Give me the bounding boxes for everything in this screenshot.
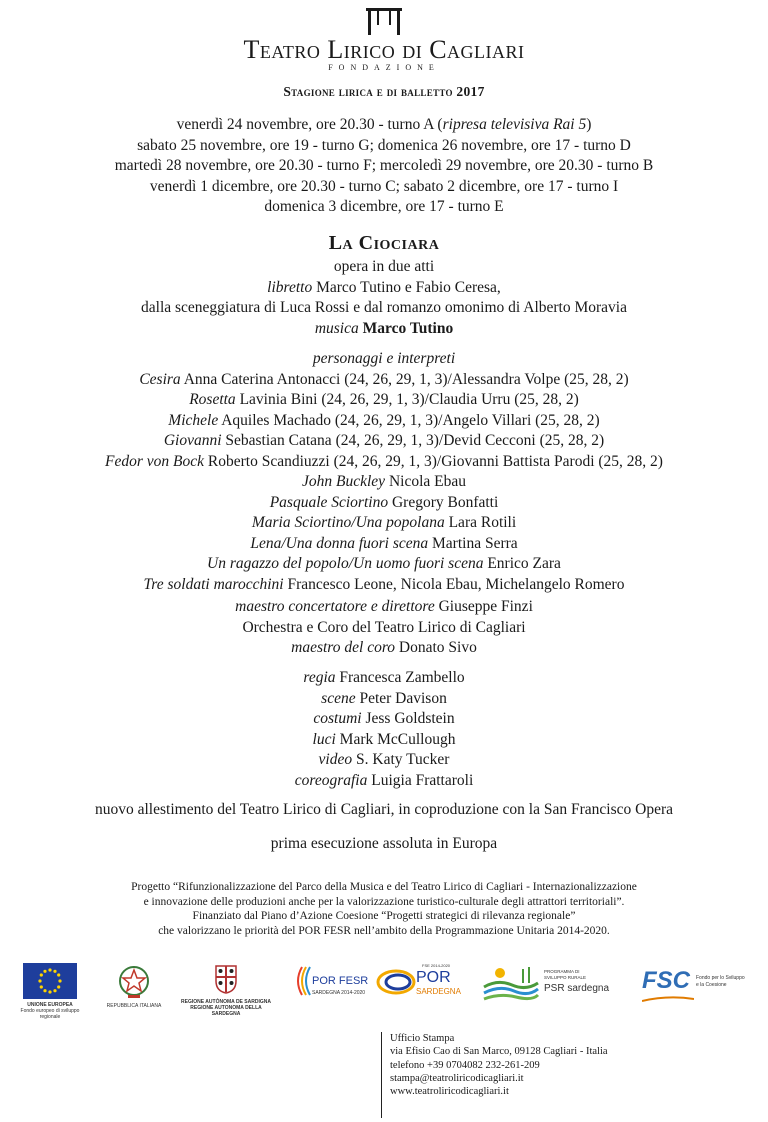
production-row: luci Mark McCullough <box>312 730 456 748</box>
eu-label: UNIONE EUROPEA <box>27 1002 73 1008</box>
press-office <box>381 1032 608 1118</box>
date-line-5: domenica 3 dicembre, ore 17 - turno E <box>264 198 504 215</box>
por-fesr-title: POR FESR <box>312 975 369 987</box>
production-row: coreografia Luigia Frattaroli <box>294 771 474 789</box>
musica-line: musica Marco Tutino <box>314 319 454 337</box>
italian-emblem-icon <box>117 963 151 1001</box>
libretto-line: libretto Marco Tutino e Fabio Ceresa, <box>267 278 501 296</box>
por-fesr-mark-icon <box>292 963 312 999</box>
cast-list <box>0 349 768 595</box>
tv-broadcast-note: ripresa televisiva Rai 5 <box>442 116 587 133</box>
production-row: costumi Jess Goldstein <box>313 710 455 727</box>
cast-row: Lena/Una donna fuori scena Martina Serra <box>250 534 518 552</box>
sardegna-logo <box>180 963 272 1017</box>
orchestra-line: Orchestra e Coro del Teatro Lirico di Cagliari <box>242 618 526 636</box>
cast-row: Cesira Anna Caterina Antonacci (24, 26, 29, 1, 3)/Alessandra Volpe (25, 28, 2) <box>139 370 629 388</box>
cast-row: Tre soldati marocchini Francesco Leone, Nicola Ebau, Michelangelo Romero <box>143 575 625 593</box>
fsc-title: FSC <box>642 967 690 994</box>
production-row: scene Peter Davison <box>321 689 447 707</box>
press-office-address: via Efisio Cao di San Marco, 09128 Cagliari - Italia <box>390 1046 608 1058</box>
por-fse-title: POR <box>416 969 451 986</box>
conductor-line: maestro concertatore e direttore Giuseppe Finzi <box>235 598 533 615</box>
theatre-arch-icon <box>364 6 404 36</box>
cast-row: Michele Aquiles Machado (24, 26, 29, 1, 3)/Angelo Villari (25, 28, 2) <box>168 411 600 429</box>
psr-title: PSR sardegna <box>544 983 610 994</box>
psr-landscape-icon <box>482 963 540 1003</box>
cast-row: John Buckley Nicola Ebau <box>302 473 466 490</box>
date-line-2: sabato 25 novembre, ore 19 - turno G; domenica 26 novembre, ore 17 - turno D <box>137 136 631 154</box>
press-office-title: Ufficio Stampa <box>390 1033 455 1044</box>
cast-row: Giovanni Sebastian Catana (24, 26, 29, 1, 3)/Devid Cecconi (25, 28, 2) <box>163 432 605 449</box>
theatre-logo <box>0 6 768 72</box>
cast-heading: personaggi e interpreti <box>312 350 456 367</box>
press-office-email[interactable]: stampa@teatroliricodicagliari.it <box>390 1072 524 1084</box>
por-fse-top: FSE 2014-2020 <box>422 963 451 968</box>
fondazione-label: FONDAZIONE <box>328 63 440 72</box>
press-office-website[interactable]: www.teatroliricodicagliari.it <box>390 1086 509 1098</box>
date-line-4: venerdì 1 dicembre, ore 20.30 - turno C; sabato 2 dicembre, ore 17 - turno I <box>149 177 619 195</box>
staging-note: nuovo allestimento del Teatro Lirico di Cagliari, in coproduzione con la San Francisco Opera <box>95 801 673 818</box>
cast-row: Maria Sciortino/Una popolana Lara Rotili <box>251 514 517 531</box>
season-title: Stagione lirica e di balletto 2017 <box>283 84 485 99</box>
italy-logo <box>104 963 164 1009</box>
fsc-swoosh-icon <box>642 995 694 1005</box>
eu-fund-label: Fondo europeo di sviluppo regionale <box>20 1008 80 1020</box>
music-direction <box>0 597 768 659</box>
date-line-1: venerdì 24 novembre, ore 20.30 - turno A (ripresa televisiva Rai 5) <box>176 116 592 133</box>
chorus-line: maestro del coro Donato Sivo <box>291 639 477 656</box>
por-fse-swoosh-icon <box>376 967 416 997</box>
fsc-line-1: Fondo per lo Sviluppo <box>696 975 745 981</box>
production-team <box>0 668 768 791</box>
sardegna-label-sardinian: REGIONE AUTÒNOMA DE SARDIGNA <box>181 999 271 1005</box>
date-line-3: martedì 28 novembre, ore 20.30 - turno F; mercoledì 29 novembre, ore 20.30 - turno B <box>114 157 654 174</box>
production-row: video S. Katy Tucker <box>318 751 450 768</box>
cast-row: Rosetta Lavinia Bini (24, 26, 29, 1, 3)/Claudia Urru (25, 28, 2) <box>189 391 579 408</box>
sardinia-coat-of-arms-icon <box>213 963 239 995</box>
por-fesr-subtitle: SARDEGNA 2014-2020 <box>312 990 366 996</box>
opera-title: La Ciociara <box>328 232 440 254</box>
press-office-phone: telefono +39 0704082 232-261-209 <box>390 1059 540 1071</box>
project-funding-note: Progetto “Rifunzionalizzazione del Parco della Musica e del Teatro Lirico di Cagliari - Internazionalizzazione e innovazione delle produzioni anche per la valorizzazione turistico-culturale degli attrattori territoriali”. Finanziato dal Piano d’Azione Coesione “Progetti strategici di rilevanza regionale” che valorizzano le priorità del POR FESR nell’ambito della Programmazione Unitaria 2014-2020. <box>131 881 637 937</box>
cast-row: Fedor von Bock Roberto Scandiuzzi (24, 26, 29, 1, 3)/Giovanni Battista Parodi (25, 28, 2) <box>105 452 663 470</box>
sardegna-label-italian: REGIONE AUTONOMA DELLA SARDEGNA <box>190 1005 262 1017</box>
opera-subtitle: opera in due atti <box>333 258 435 275</box>
production-row: regia Francesca Zambello <box>303 669 465 686</box>
eu-logo <box>14 963 86 1020</box>
sponsor-logos <box>0 963 768 1023</box>
fsc-line-2: e la Coesione <box>696 982 727 988</box>
source-line: dalla sceneggiatura di Luca Rossi e dal romanzo omonimo di Alberto Moravia <box>141 299 627 316</box>
italy-label: REPUBBLICA ITALIANA <box>106 1003 162 1009</box>
cast-row: Un ragazzo del popolo/Un uomo fuori scena Enrico Zara <box>207 555 561 572</box>
por-fse-subtitle: SARDEGNA <box>416 987 461 996</box>
eu-flag-icon <box>23 963 77 999</box>
theatre-name: Teatro Lirico di Cagliari <box>243 35 525 64</box>
cast-row: Pasquale Sciortino Gregory Bonfatti <box>269 493 499 511</box>
opera-credits <box>0 257 768 339</box>
performance-dates <box>0 115 768 218</box>
premiere-note: prima esecuzione assoluta in Europa <box>270 835 498 852</box>
psr-top: PROGRAMMA DI SVILUPPO RURALE <box>544 969 587 980</box>
